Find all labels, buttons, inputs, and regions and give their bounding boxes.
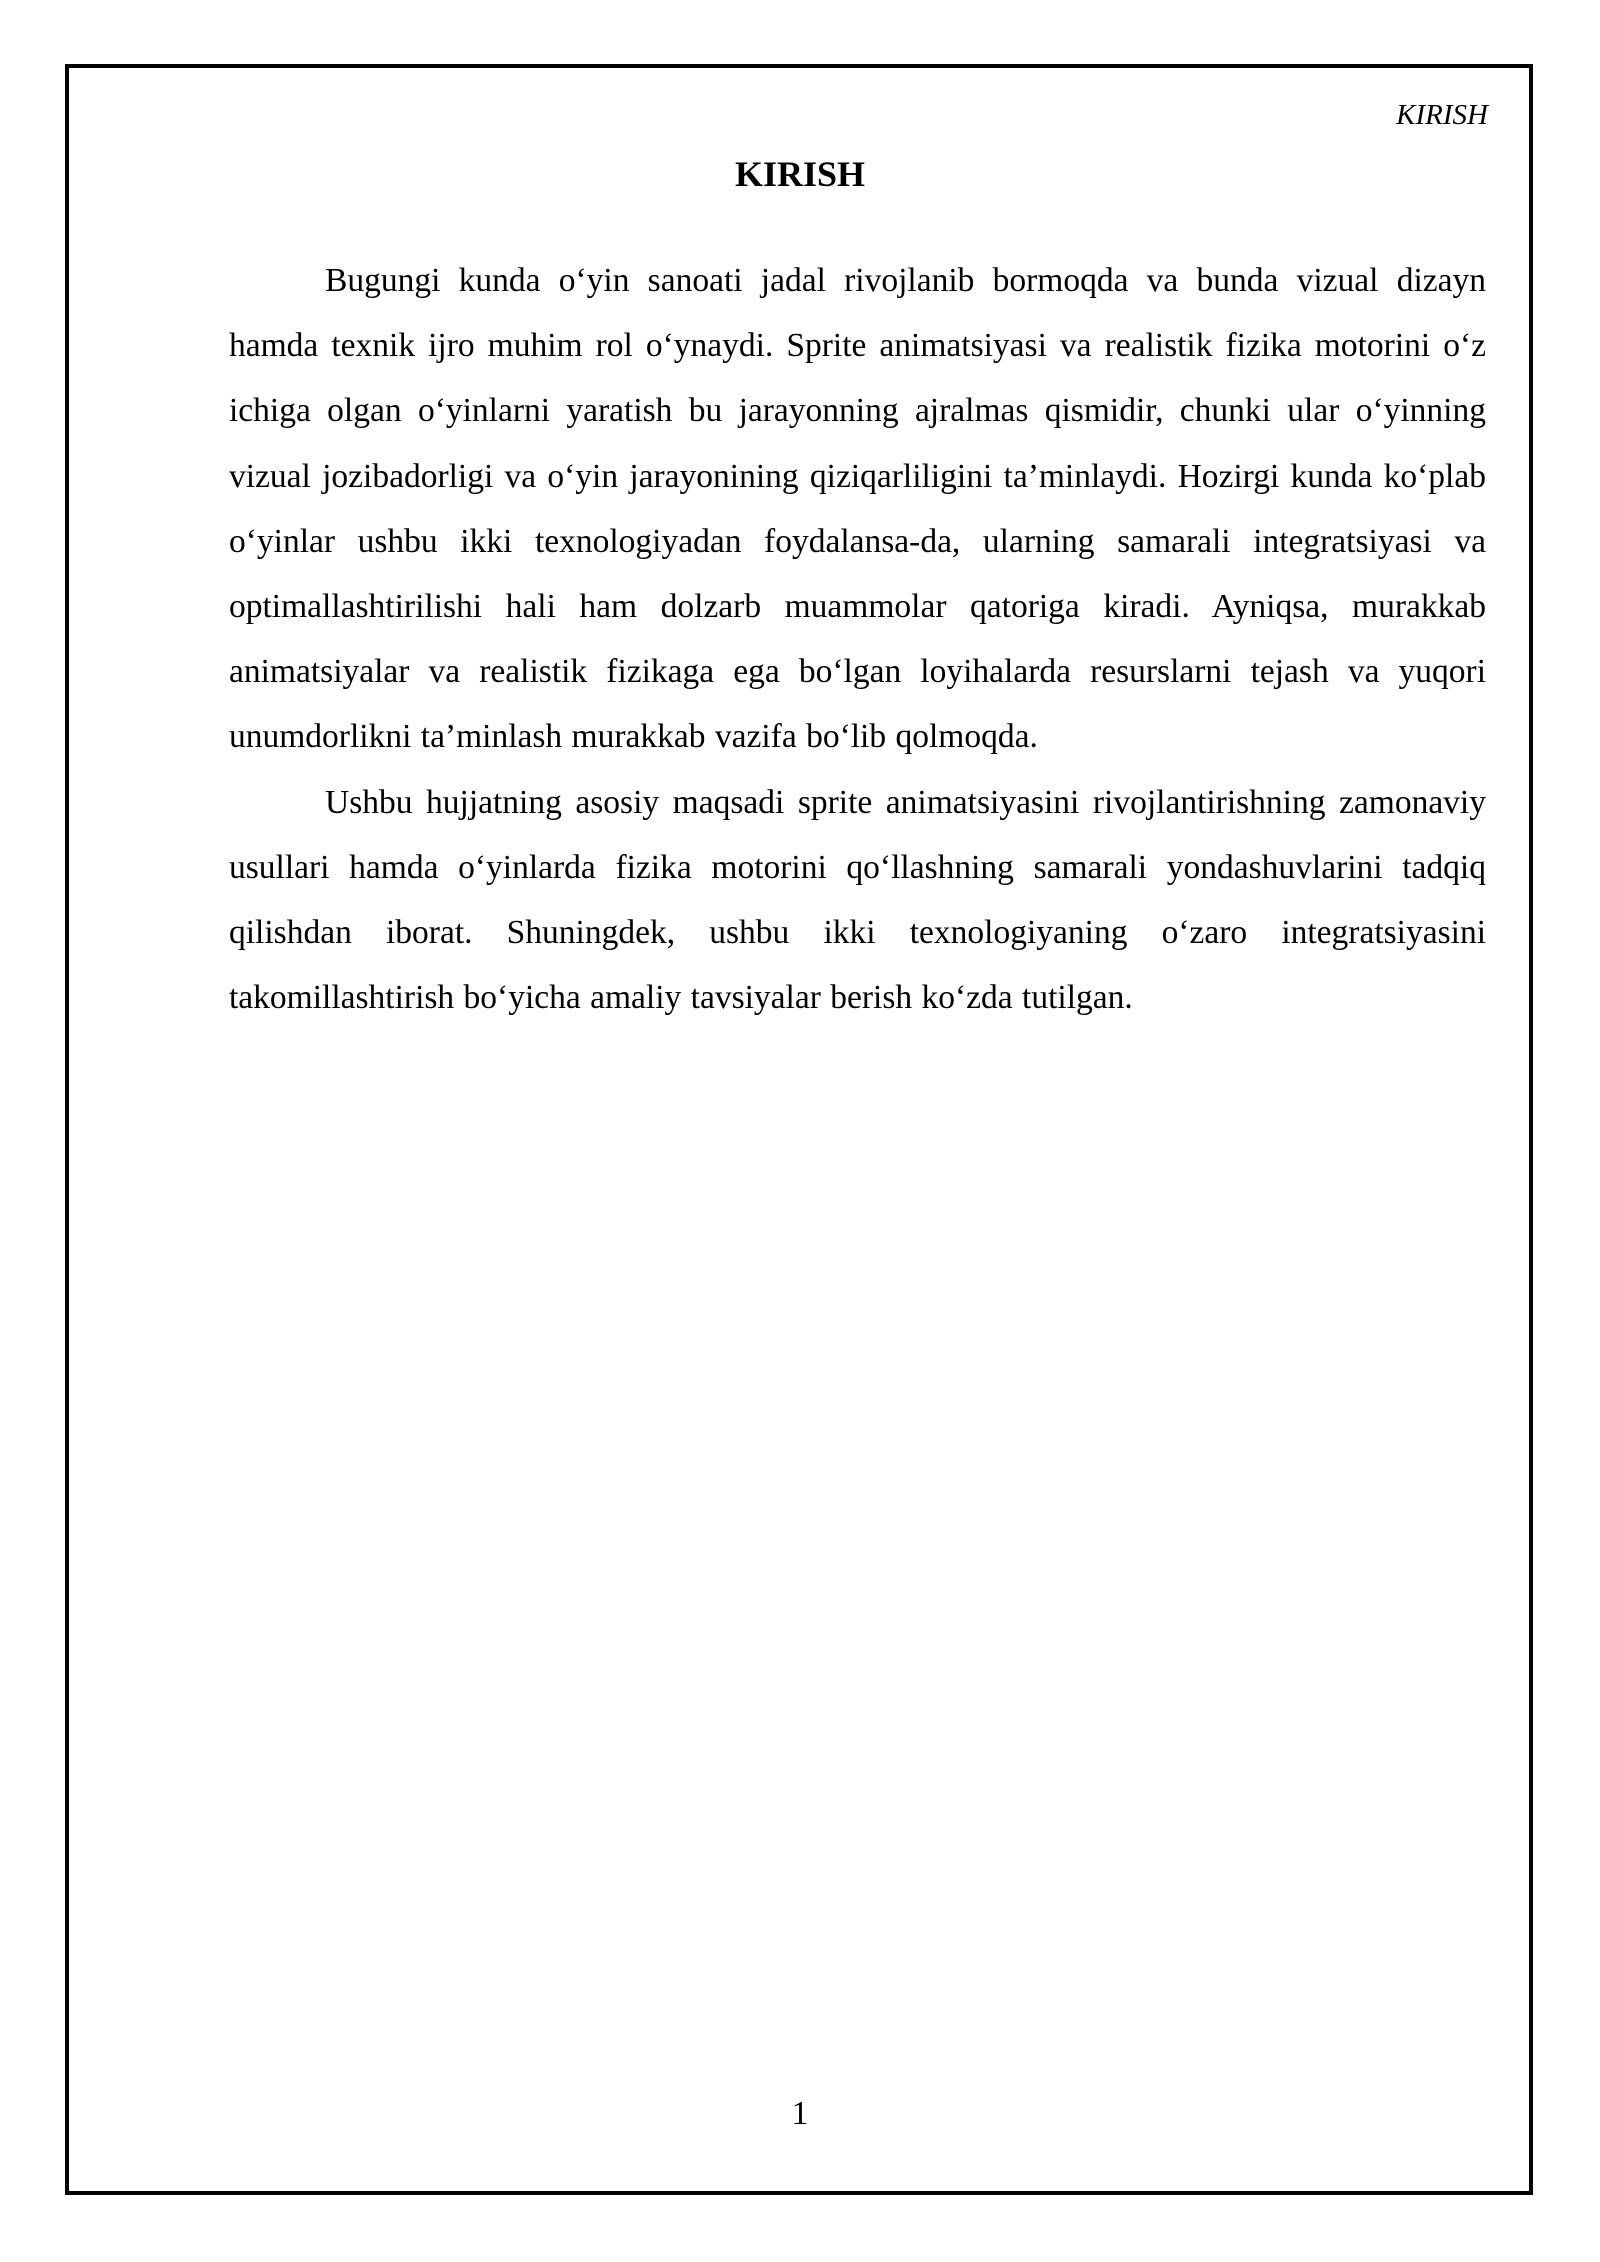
section-title: KIRISH — [734, 154, 866, 194]
paragraph: Ushbu hujjatning asosiy maqsadi sprite animatsiyasini rivojlantirishning zamonaviy usullari hamda o‘yinlarda fizika motorini qo‘llashning samarali yondashuvlarini tadqiq qilishdan iborat. Shuningdek, ushbu ikki texnologiyaning o‘zaro integratsiyasini takomillashtirish bo‘yicha amaliy tavsiyalar berish ko‘zda tutilgan. — [229, 783, 1486, 1017]
page-number: 1 — [791, 2095, 809, 2132]
body-text — [229, 248, 1486, 1030]
paragraph: Bugungi kunda o‘yin sanoati jadal rivojlanib bormoqda va bunda vizual dizayn hamda texnik ijro muhim rol o‘ynaydi. Sprite animatsiyasi va realistik fizika motorini o‘z ichiga olgan o‘yinlarni yaratish bu jarayonning ajralmas qismidir, chunki ular o‘yinning vizual jozibadorligi va o‘yin jarayonining qiziqarliligini ta’minlaydi. Hozirgi kunda ko‘plab o‘yinlar ushbu ikki texnologiyadan foydalansa-da, ularning samarali integratsiyasi va optimallashtirilishi hali ham dolzarb muammolar qatoriga kiradi. Ayniqsa, murakkab animatsiyalar va realistik fizikaga ega bo‘lgan loyihalarda resurslarni tejash va yuqori unumdorlikni ta’minlash murakkab vazifa bo‘lib qolmoqda. — [229, 262, 1486, 756]
running-header: KIRISH — [1396, 99, 1488, 131]
